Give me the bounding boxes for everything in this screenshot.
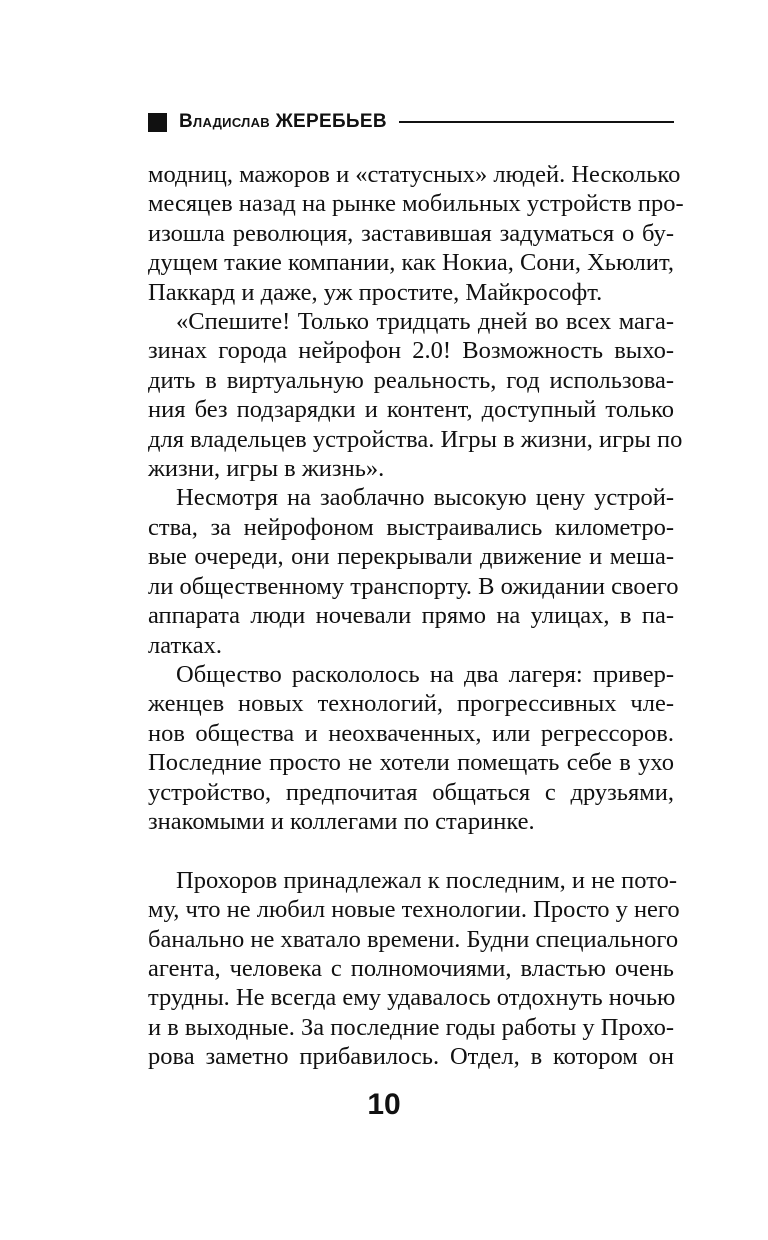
text-line: жизни, игры в жизнь». bbox=[148, 455, 385, 483]
text-line: дить в виртуальную реальность, год использова- bbox=[148, 366, 674, 394]
text-line: месяцев назад на рынке мобильных устройств про- bbox=[148, 190, 684, 218]
text-line: Общество раскололось на два лагеря: привер- bbox=[176, 660, 674, 688]
text-line: Паккард и даже, уж простите, Майкрософт. bbox=[148, 278, 603, 306]
text-line: и в выходные. За последние годы работы у Прохо- bbox=[148, 1013, 675, 1041]
text-line: Последние просто не хотели помещать себе в ухо bbox=[148, 749, 674, 777]
text-line: устройство, предпочитая общаться с друзьями, bbox=[148, 778, 674, 806]
text-line: нов общества и неохваченных, или регрессоров. bbox=[148, 719, 674, 747]
text-line: агента, человека с полномочиями, властью очень bbox=[148, 954, 674, 982]
paragraph-2 bbox=[148, 307, 683, 483]
text-line: изошла революция, заставившая задуматься о бу- bbox=[148, 219, 674, 247]
text-line: дущем такие компании, как Нокиа, Сони, Хьюлит, bbox=[148, 249, 674, 277]
paragraph-5 bbox=[148, 866, 680, 1072]
text-line: ния без подзарядки и контент, доступный только bbox=[148, 396, 674, 424]
text-line: аппарата люди ночевали прямо на улицах, в па- bbox=[148, 602, 674, 630]
text-line: ли общественному транспорту. В ожидании своего bbox=[148, 572, 679, 600]
text-line: ства, за нейрофоном выстраивались километро- bbox=[148, 513, 674, 541]
text-line: му, что не любил новые технологии. Просто у него bbox=[148, 896, 680, 924]
page-number: 10 bbox=[367, 1088, 401, 1121]
text-line: для владельцев устройства. Игры в жизни, игры по bbox=[148, 425, 683, 453]
paragraph-1 bbox=[148, 160, 684, 307]
paragraph-4 bbox=[148, 660, 674, 836]
text-line: трудны. Не всегда ему удавалось отдохнуть ночью bbox=[148, 984, 676, 1012]
text-line: женцев новых технологий, прогрессивных чле- bbox=[148, 690, 674, 718]
header-author-first-name: Владислав bbox=[179, 111, 270, 132]
header-author bbox=[179, 111, 387, 133]
header-author-last-name: ЖЕРЕБЬЕВ bbox=[275, 111, 387, 132]
text-line: «Спешите! Только тридцать дней во всех мага- bbox=[176, 308, 674, 336]
text-line: Несмотря на заоблачно высокую цену устрой- bbox=[176, 484, 674, 512]
text-line: зинах города нейрофон 2.0! Возможность выхо- bbox=[148, 337, 674, 365]
text-line: вые очереди, они перекрывали движение и меша- bbox=[148, 543, 674, 571]
text-line: знакомыми и коллегами по старинке. bbox=[148, 807, 535, 835]
header-square-mark bbox=[148, 113, 167, 132]
text-line: Прохоров принадлежал к последним, и не пото- bbox=[176, 866, 678, 894]
text-line: латках. bbox=[148, 631, 222, 659]
text-line: модниц, мажоров и «статусных» людей. Несколько bbox=[148, 161, 681, 188]
running-head bbox=[148, 110, 674, 134]
text-line: банально не хватало времени. Будни специального bbox=[148, 925, 679, 953]
header-rule bbox=[399, 121, 674, 123]
page-body-text bbox=[148, 160, 684, 1072]
text-line: рова заметно прибавилось. Отдел, в котором он bbox=[148, 1043, 674, 1071]
paragraph-3 bbox=[148, 483, 679, 659]
